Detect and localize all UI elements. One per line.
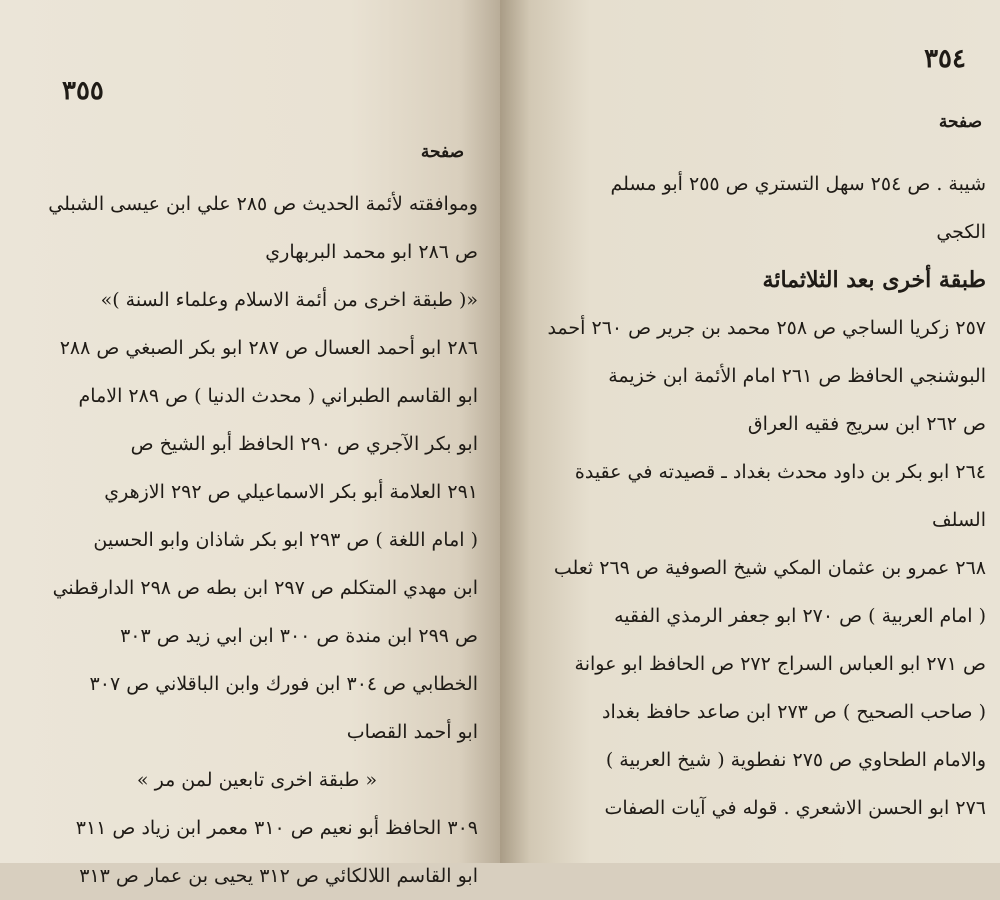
section-heading: «( طبقة اخرى من أئمة الاسلام وعلماء السنة )» xyxy=(100,289,478,311)
text-line: ص ٢٩٩ ابن مندة ص ٣٠٠ ابن ابي زيد ص ٣٠٣ xyxy=(120,625,478,647)
text-line: ابو أحمد القصاب xyxy=(346,721,478,743)
text-line: ( امام العربية ) ص ٢٧٠ ابو جعفر الرمذي الفقيه xyxy=(614,605,986,627)
text-line: الكجي xyxy=(936,221,986,243)
right-page xyxy=(500,0,1000,863)
right-page-label: صفحة xyxy=(938,112,982,132)
text-line: الخطابي ص ٣٠٤ ابن فورك وابن الباقلاني ص ٣٠٧ xyxy=(89,673,478,695)
text-line: ص ٢٦٢ ابن سريج فقيه العراق xyxy=(747,413,986,435)
left-page-number: ٣٥٥ xyxy=(62,76,104,106)
left-page-label: صفحة xyxy=(420,142,464,162)
section-heading: طبقة أخرى بعد الثلاثمائة xyxy=(762,267,986,293)
text-line: ( صاحب الصحيح ) ص ٢٧٣ ابن صاعد حافظ بغداد xyxy=(602,701,986,723)
section-heading: « طبقة اخرى تابعين لمن مر » xyxy=(136,769,378,791)
text-line: وموافقته لأئمة الحديث ص ٢٨٥ علي ابن عيسى الشبلي xyxy=(48,193,478,215)
text-line: ٢٦٤ ابو بكر بن داود محدث بغداد ـ قصيدته في عقيدة xyxy=(574,461,986,483)
text-line: ص ٢٧١ ابو العباس السراج ٢٧٢ ص الحافظ ابو عوانة xyxy=(574,653,986,675)
text-line: شيبة . ص ٢٥٤ سهل التستري ص ٢٥٥ أبو مسلم xyxy=(610,173,986,195)
right-page-lines xyxy=(500,160,1000,832)
text-line: السلف xyxy=(932,509,986,531)
text-line: ابن مهدي المتكلم ص ٢٩٧ ابن بطه ص ٢٩٨ الدارقطني xyxy=(52,577,478,599)
text-line: ص ٢٨٦ ابو محمد البربهاري xyxy=(265,241,478,263)
right-page-number: ٣٥٤ xyxy=(924,44,966,74)
text-line: البوشنجي الحافظ ص ٢٦١ امام الأئمة ابن خزيمة xyxy=(608,365,986,387)
text-line: ابو القاسم الطبراني ( محدث الدنيا ) ص ٢٨٩ الامام xyxy=(78,385,478,407)
text-line: ( امام اللغة ) ص ٢٩٣ ابو بكر شاذان وابو الحسين xyxy=(93,529,478,551)
left-page xyxy=(0,0,500,887)
text-line: ابو القاسم اللالكائي ص ٣١٢ يحيى بن عمار ص ٣١٣ xyxy=(79,865,478,887)
text-line: ابو بكر الآجري ص ٢٩٠ الحافظ أبو الشيخ ص xyxy=(130,433,478,455)
left-page-lines xyxy=(0,180,500,900)
text-line: ٢٩١ العلامة أبو بكر الاسماعيلي ص ٢٩٢ الازهري xyxy=(104,481,478,503)
text-line: ٣٠٩ الحافظ أبو نعيم ص ٣١٠ معمر ابن زياد ص ٣١١ xyxy=(75,817,478,839)
text-line: ٢٧٦ ابو الحسن الاشعري . قوله في آيات الصفات xyxy=(604,797,986,819)
text-line: ٢٨٦ ابو أحمد العسال ص ٢٨٧ ابو بكر الصبغي ص ٢٨٨ xyxy=(59,337,478,359)
text-line: والامام الطحاوي ص ٢٧٥ نفطوية ( شيخ العربية ) xyxy=(605,749,986,771)
text-line: ٢٥٧ زكريا الساجي ص ٢٥٨ محمد بن جرير ص ٢٦٠ أحمد xyxy=(547,317,986,339)
text-line: ٢٦٨ عمرو بن عثمان المكي شيخ الصوفية ص ٢٦٩ ثعلب xyxy=(553,557,986,579)
